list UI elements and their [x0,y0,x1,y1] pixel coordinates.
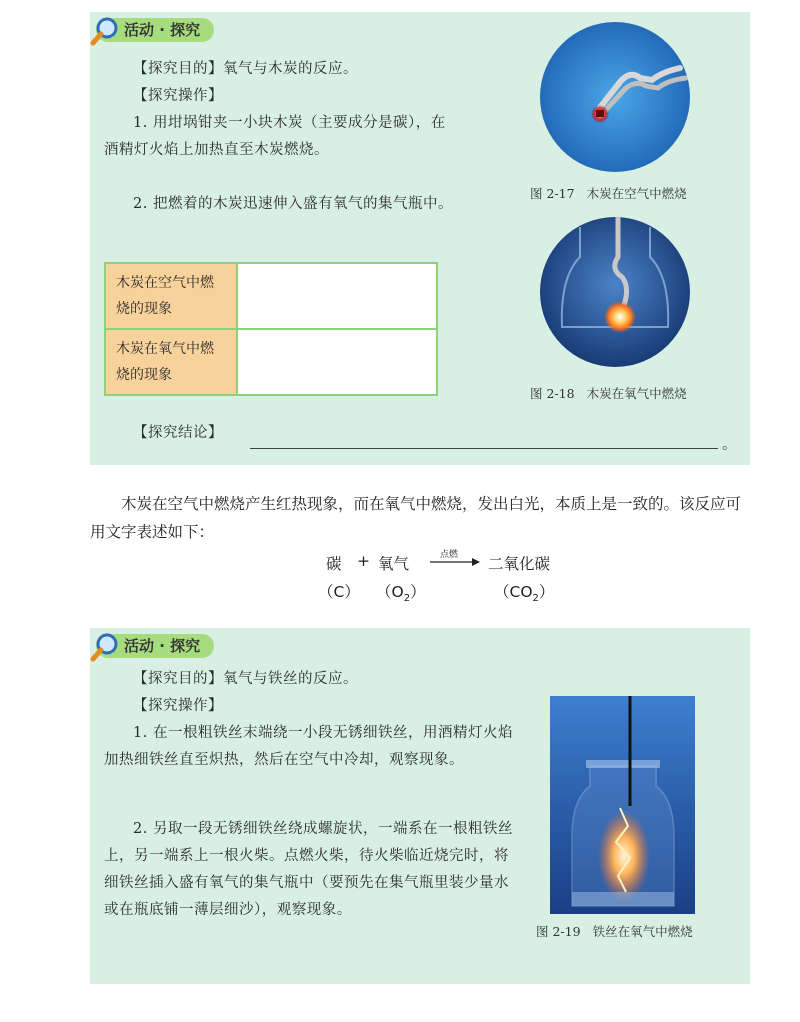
activity-badge [96,634,214,658]
eq-reactant-2: 氧气 [378,555,410,573]
operation-title: 【探究操作】 [133,88,223,104]
magnifier-icon [90,16,120,46]
figure-title: 铁丝在氧气中燃烧 [592,924,693,939]
magnifier-icon [90,632,120,662]
row-answer-oxygen[interactable] [237,329,437,395]
observation-table [104,262,438,396]
activity-badge [96,18,214,42]
table-row [105,329,437,395]
purpose-text: 【探究目的】氧气与木炭的反应。 [133,61,358,77]
activity-panel-iron [90,628,750,984]
table-row [105,263,437,329]
charcoal-in-air-photo [540,22,690,172]
figure-title: 木炭在空气中燃烧 [586,186,687,201]
activity-badge-label: 活动 · 探究 [124,21,201,39]
step-2-text: 2. 另取一段无锈细铁丝绕成螺旋状，一端系在一根粗铁丝上，另一端系上一根火柴。点燃火柴，待火柴临近烧完时，将细铁丝插入盛有氧气的集气瓶中（要预先在集气瓶里装少量水或在瓶底铺一薄层细沙），观察现象。 [104,821,513,918]
figure-2-18-caption [530,384,687,402]
eq-condition: 点燃 [440,550,459,560]
figure-2-19-caption [536,922,693,940]
reaction-arrow-icon [430,557,480,567]
charcoal-in-oxygen-photo [540,217,690,367]
figure-number: 图 2-18 [530,386,575,401]
main-paragraph: 木炭在空气中燃烧产生红热现象，而在氧气中燃烧，发出白光，本质上是一致的。该反应可用文字表述如下： [90,495,742,541]
figure-number: 图 2-19 [536,924,581,939]
row-label-air: 木炭在空气中燃烧的现象 [105,263,237,329]
eq-formula-carbon: （C） [318,583,360,601]
activity-badge-label: 活动 · 探究 [124,637,201,655]
activity-panel-charcoal [90,12,750,465]
row-label-oxygen: 木炭在氧气中燃烧的现象 [105,329,237,395]
operation-title: 【探究操作】 [133,698,223,714]
figure-number: 图 2-17 [530,186,575,201]
conclusion-blank[interactable] [250,448,718,449]
eq-product: 二氧化碳 [488,555,551,573]
conclusion-period: 。 [722,437,736,453]
eq-plus: + [357,552,370,570]
figure-title: 木炭在氧气中燃烧 [586,386,687,401]
purpose-text: 【探究目的】氧气与铁丝的反应。 [133,671,358,687]
eq-reactant-1: 碳 [326,555,342,573]
row-answer-air[interactable] [237,263,437,329]
iron-wire-in-oxygen-photo [550,696,695,914]
eq-formula-co2: $(CO_2)$ [494,583,555,605]
conclusion-label: 【探究结论】 [133,425,223,441]
figure-2-17-caption [530,184,687,202]
step-1-text: 1. 用坩埚钳夹一小块木炭（主要成分是碳），在酒精灯火焰上加热直至木炭燃烧。 [104,115,446,158]
eq-formula-oxygen: $(O_2)$ [376,583,426,605]
step-2-text: 2. 把燃着的木炭迅速伸入盛有氧气的集气瓶中。 [133,196,453,212]
step-1-text: 1. 在一根粗铁丝末端绕一小段无锈细铁丝，用酒精灯火焰加热细铁丝直至炽热，然后在空气中冷却，观察现象。 [104,725,513,768]
